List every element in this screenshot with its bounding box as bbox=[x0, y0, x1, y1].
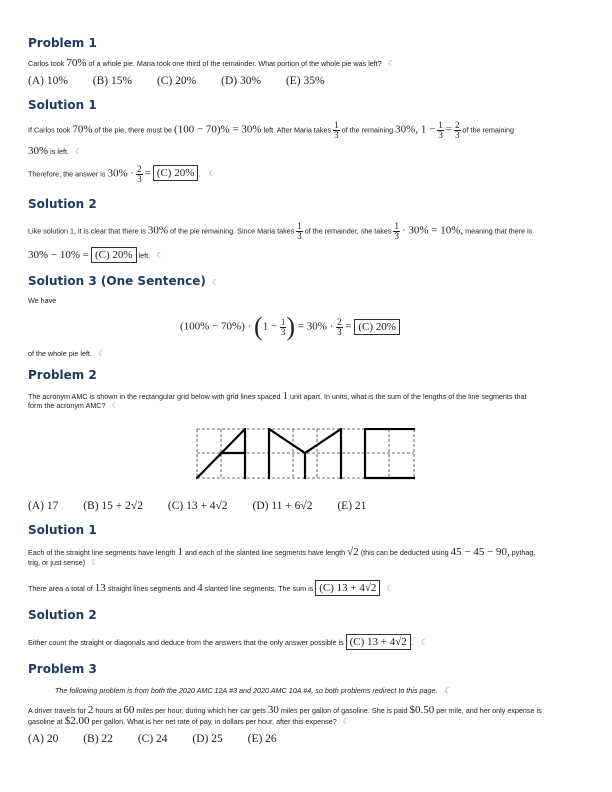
p1-solution-3-title: Solution 3 (One Sentence) ☾ bbox=[28, 274, 220, 288]
anchor-icon[interactable]: ☾ bbox=[91, 558, 99, 567]
fraction: $\frac{1}{3}$ bbox=[394, 221, 399, 241]
choice-c: (C) 24 bbox=[137, 733, 168, 745]
problem-3-line-1: A driver travels for 2 hours at 60 miles per hour, during which her car gets 30 miles per gallon of gasoline. She is paid $0.50 per mile, and her only expense is bbox=[28, 704, 542, 716]
choice-b: (B) 15% bbox=[92, 75, 133, 87]
problem-1-text: Carlos took 70% of a whole pie. Maria took one third of the remainder. What portion of the whole pie was left? ☾ bbox=[28, 57, 395, 69]
fraction: $\frac{1}{3}$ bbox=[297, 221, 302, 241]
choice-d: (D) 25 bbox=[192, 733, 223, 745]
fraction: $\frac{2}{3}$ bbox=[137, 164, 142, 184]
answer-box: (C) 13 + 4√2 bbox=[346, 634, 411, 650]
problem-2-choices bbox=[28, 500, 388, 512]
p1-solution-1-title: Solution 1 bbox=[28, 98, 97, 112]
we-have-text: We have bbox=[28, 296, 57, 305]
answer-box: (C) 20% bbox=[153, 165, 199, 181]
p1-solution-1-line-2: 30% is left. ☾ bbox=[28, 145, 83, 157]
problem-3-choices bbox=[28, 733, 299, 745]
choice-a: (A) 17 bbox=[28, 500, 59, 512]
choice-d: (D) 11 + 6√2 bbox=[252, 500, 313, 512]
p1-solution-1-line-3: Therefore, the answer is 30% · $\frac{2}{3}$ = (C) 20% . ☾ bbox=[28, 164, 216, 184]
p2-solution-2-title: Solution 2 bbox=[28, 608, 97, 622]
anchor-icon[interactable]: ☾ bbox=[74, 147, 83, 156]
p1-solution-1-line-1: If Carlos took 70% of the pie, there must be (100 − 70)% = 30% left. After Maria takes $\frac{1}{3}$ of the remaining 30%, 1 − $\frac{1}{3}$ = $\frac{2}{3}$ of the remaining bbox=[28, 120, 515, 140]
anchor-icon[interactable]: ☾ bbox=[342, 717, 350, 726]
choice-e: (E) 35% bbox=[285, 75, 325, 87]
p2-solution-1-line-2: trig, or just sense) ☾ bbox=[28, 558, 99, 567]
problem-1-choices bbox=[28, 75, 347, 87]
anchor-icon[interactable]: ☾ bbox=[156, 251, 164, 260]
problem-2-title: Problem 2 bbox=[28, 368, 97, 382]
anchor-icon[interactable]: ☾ bbox=[386, 584, 394, 593]
choice-c: (C) 13 + 4√2 bbox=[167, 500, 228, 512]
p2-solution-2-line-1: Either count the straight or diagonals and deduce from the answers that the only answer possible is (C) 13 + 4√2 . ☾ bbox=[28, 636, 428, 648]
p1-solution-2-line-2: 30% − 10% = (C) 20% left. ☾ bbox=[28, 249, 164, 261]
fraction: $\frac{1}{3}$ bbox=[438, 120, 443, 140]
choice-e: (E) 26 bbox=[247, 733, 277, 745]
problem-2-line-2: form the acronym AMC? ☾ bbox=[28, 401, 119, 410]
choice-c: (C) 20% bbox=[156, 75, 197, 87]
problem-1-title: Problem 1 bbox=[28, 36, 97, 50]
fraction: $\frac{2}{3}$ bbox=[337, 316, 342, 337]
choice-e: (E) 21 bbox=[337, 500, 367, 512]
answer-box: (C) 20% bbox=[354, 319, 400, 335]
anchor-icon[interactable]: ☾ bbox=[211, 278, 220, 287]
answer-box: (C) 13 + 4√2 bbox=[315, 580, 380, 596]
p2-solution-1-line-3: There area a total of 13 straight lines segments and 4 slanted line segments. The sum is (C) 13 + 4√2 ☾ bbox=[28, 582, 394, 594]
choice-a: (A) 10% bbox=[28, 75, 68, 87]
anchor-icon[interactable]: ☾ bbox=[111, 401, 119, 410]
anchor-icon[interactable]: ☾ bbox=[443, 686, 451, 695]
fraction: $\frac{1}{3}$ bbox=[334, 120, 339, 140]
solution-3-equation: (100% − 70%) · (1 − $\frac{1}{3}$ ) = 30% · $\frac{2}{3}$ = (C) 20% bbox=[180, 312, 400, 342]
anchor-icon[interactable]: ☾ bbox=[387, 59, 395, 68]
solution-3-after: of the whole pie left. ☾ bbox=[28, 349, 106, 358]
fraction: $\frac{2}{3}$ bbox=[455, 120, 460, 140]
anchor-icon[interactable]: ☾ bbox=[97, 349, 106, 358]
p2-solution-1-line-1: Each of the straight line segments have length 1 and each of the slanted line segments have length √2 (this can be deducted using 45 − 45 − 90, pythag, bbox=[28, 546, 536, 558]
choice-d: (D) 30% bbox=[221, 75, 262, 87]
problem-3-title: Problem 3 bbox=[28, 662, 97, 676]
problem-3-note: The following problem is from both the 2020 AMC 12A #3 and 2020 AMC 10A #4, so both problems redirect to this page. ☾ bbox=[55, 686, 451, 695]
anchor-icon[interactable]: ☾ bbox=[420, 638, 428, 647]
p2-solution-1-title: Solution 1 bbox=[28, 523, 97, 537]
problem-3-line-2: gasoline at $2.00 per gallon. What is her net rate of pay, in dollars per hour, after this expense? ☾ bbox=[28, 715, 350, 727]
choice-b: (B) 22 bbox=[83, 733, 113, 745]
fraction: $\frac{1}{3}$ bbox=[280, 316, 286, 337]
answer-box: (C) 20% bbox=[91, 247, 137, 263]
amc-grid-figure bbox=[196, 428, 416, 480]
p1-solution-2-line-1: Like solution 1, it is clear that there is 30% of the pie remaining. Since Maria takes $\frac{1}{3}$ of the remainder, she takes $\frac{1}{3}$ · 30% = 10%, meaning that there is bbox=[28, 221, 533, 241]
letter-c bbox=[365, 429, 414, 478]
choice-a: (A) 20 bbox=[28, 733, 59, 745]
choice-b: (B) 15 + 2√2 bbox=[83, 500, 143, 512]
anchor-icon[interactable]: ☾ bbox=[208, 169, 216, 179]
p1-solution-2-title: Solution 2 bbox=[28, 197, 97, 211]
problem-2-line-1: The acronym AMC is shown in the rectangular grid below with grid lines spaced 1 unit apart. In units, what is the sum of the lengths of the line segments that bbox=[28, 390, 527, 402]
